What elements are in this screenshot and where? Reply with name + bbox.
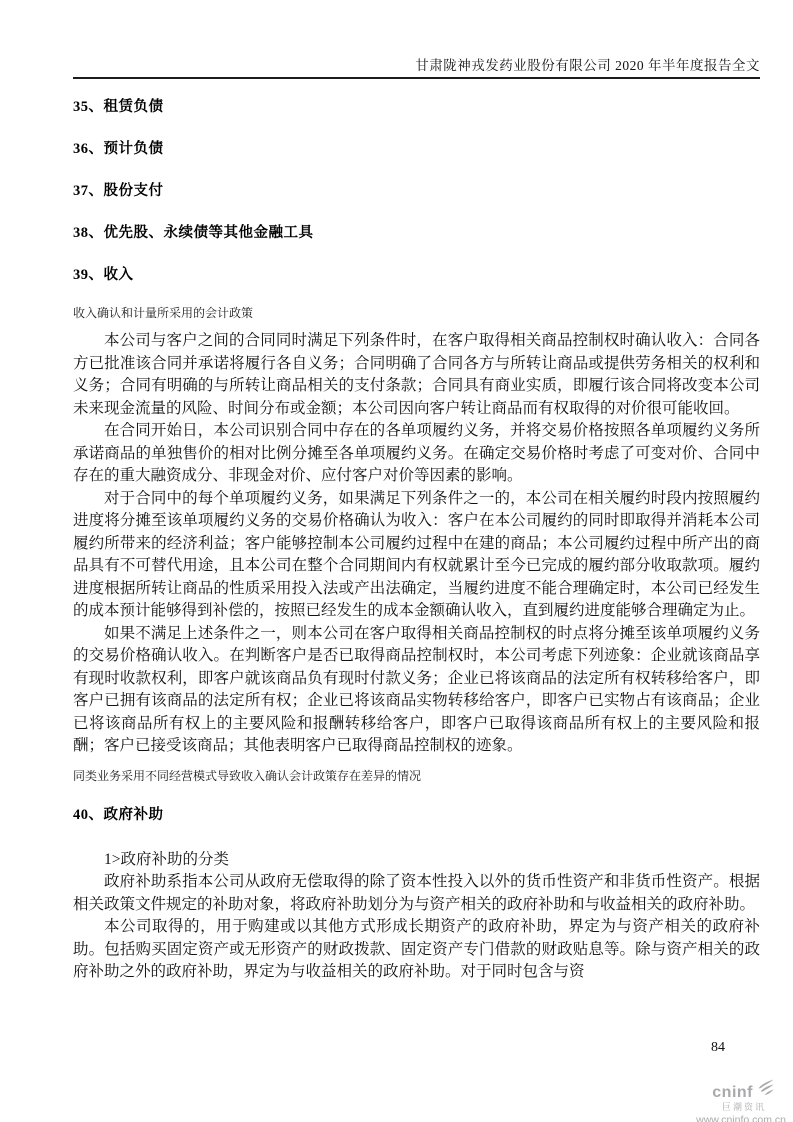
page-content — [73, 98, 760, 984]
cninfo-brand-text: cninf — [712, 1084, 753, 1101]
cninfo-swirl-icon — [755, 1079, 774, 1100]
section-heading-37-share-payment: 37、股份支付 — [73, 183, 164, 199]
subsidy-paragraph-2: 本公司取得的，用于购建或以其他方式形成长期资产的政府补助，界定为与资产相关的政府补助。包括购买固定资产或无形资产的财政拨款、固定资产专门借款的财政贴息等。除与资产相关的政府补助之外的政府补助，界定为与收益相关的政府补助。对于同时包含与资 — [73, 918, 760, 980]
subsidy-paragraph-1: 政府补助系指本公司从政府无偿取得的除了资本性投入以外的货币性资产和非货币性资产。根据相关政策文件规定的补助对象，将政府补助划分为与资产相关的政府补助和与收益相关的政府补助。 — [73, 873, 760, 913]
revenue-paragraph-4: 如果不满足上述条件之一，则本公司在客户取得相关商品控制权的时点将分摊至该单项履约义务的交易价格确认收入。在判断客户是否已取得商品控制权时，本公司考虑下列迹象：企业就该商品享有现时收款权利，即客户就该商品负有现时付款义务；企业已将该商品的法定所有权转移给客户，即客户已拥有该商品的法定所有权；企业已将该商品实物转移给客户，即客户已实物占有该商品；企业已将该商品所有权上的主要风险和报酬转移给客户，即客户已取得该商品所有权上的主要风险和报酬；客户已接受该商品；其他表明客户已取得商品控制权的迹象。 — [73, 624, 760, 754]
cninfo-watermark-logo — [678, 1079, 788, 1122]
section-heading-38-preferred-shares: 38、优先股、永续债等其他金融工具 — [73, 225, 314, 241]
cninfo-brand-row — [678, 1079, 788, 1101]
page-number: 84 — [711, 1040, 725, 1055]
page-header — [73, 0, 760, 79]
revenue-paragraph-2: 在合同开始日，本公司识别合同中存在的各单项履约义务，并将交易价格按照各单项履约义务所承诺商品的单独售价的相对比例分摊至各单项履约义务。在确定交易价格时考虑了可变对价、合同中存在的重大融资成分、非现金对价、应付客户对价等因素的影响。 — [73, 422, 760, 484]
section-heading-36-estimated-liabilities: 36、预计负债 — [73, 141, 164, 157]
cninfo-site-url: www.cninfo.com.cn — [696, 1114, 786, 1122]
revenue-paragraph-1: 本公司与客户之间的合同同时满足下列条件时，在客户取得相关商品控制权时确认收入：合同各方已批准该合同并承诺将履行各自义务；合同明确了合同各方与所转让商品或提供劳务相关的权利和义务；合同有明确的与所转让商品相关的支付条款；合同具有商业实质，即履行该合同将改变本公司未来现金流量的风险、时间分布或金额；本公司因向客户转让商品而有权取得的对价很可能收回。 — [73, 332, 760, 417]
section-heading-35-lease-liabilities: 35、租赁负债 — [73, 99, 164, 115]
subsidy-classification-title: 1>政府补助的分类 — [104, 850, 229, 868]
section-heading-40-government-subsidy: 40、政府补助 — [73, 806, 164, 823]
section-heading-39-revenue: 39、收入 — [73, 267, 134, 283]
revenue-policy-note: 收入确认和计量所采用的会计政策 — [73, 306, 254, 320]
report-header-title: 甘肃陇神戎发药业股份有限公司 2020 年半年度报告全文 — [415, 58, 760, 73]
cninfo-chinese-name: 巨潮资讯 — [721, 1102, 766, 1112]
revenue-diff-note: 同类业务采用不同经营模式导致收入确认会计政策存在差异的情况 — [73, 768, 422, 783]
revenue-paragraph-3: 对于合同中的每个单项履约义务，如果满足下列条件之一的，本公司在相关履约时段内按照履约进度将分摊至该单项履约义务的交易价格确认为收入：客户在本公司履约的同时即取得并消耗本公司履约所带来的经济利益；客户能够控制本公司履约过程中在建的商品；本公司履约过程中所产出的商品具有不可替代用途，且本公司在整个合同期间内有权就累计至今已完成的履约部分收取款项。履约进度根据所转让商品的性质采用投入法或产出法确定，当履约进度不能合理确定时，本公司已经发生的成本预计能够得到补偿的，按照已经发生的成本金额确认收入，直到履约进度能够合理确定为止。 — [73, 489, 760, 619]
